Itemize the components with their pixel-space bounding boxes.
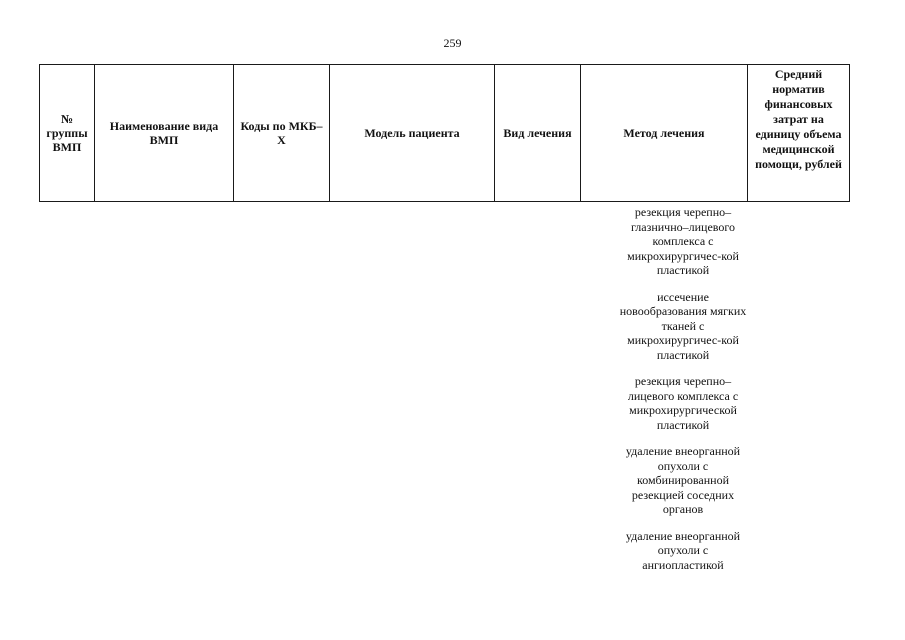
header-cell-patient-model: Модель пациента [330, 65, 495, 202]
table-header [39, 64, 850, 202]
header-cell-treatment-method: Метод лечения [581, 65, 748, 202]
method-item: резекция черепно–глазнично–лицевого комплекса с микрохирургичес-кой пластикой [627, 205, 739, 277]
header-cell-icd-codes: Коды по МКБ–Х [234, 65, 330, 202]
method-item: иссечение новообразования мягких тканей с микрохирургичес-кой пластикой [619, 289, 747, 362]
method-item: резекция черепно–лицевого комплекса с микрохирургической пластикой [627, 374, 739, 432]
page-number: 259 [443, 36, 462, 50]
header-cell-average-cost: Средний норматив финансовых затрат на единицу объема медицинской помощи, рублей [748, 65, 850, 202]
header-cell-treatment-type: Вид лечения [495, 65, 581, 202]
table-header-row [40, 65, 850, 202]
method-item: удаление внеорганной опухоли с комбинированной резекцией соседних органов [625, 444, 741, 516]
treatment-methods-list [618, 205, 748, 584]
header-cell-group-number: № группы ВМП [40, 65, 95, 202]
header-cell-vmp-name: Наименование вида ВМП [95, 65, 234, 202]
method-item: удаление внеорганной опухоли с ангиопластикой [625, 528, 741, 572]
